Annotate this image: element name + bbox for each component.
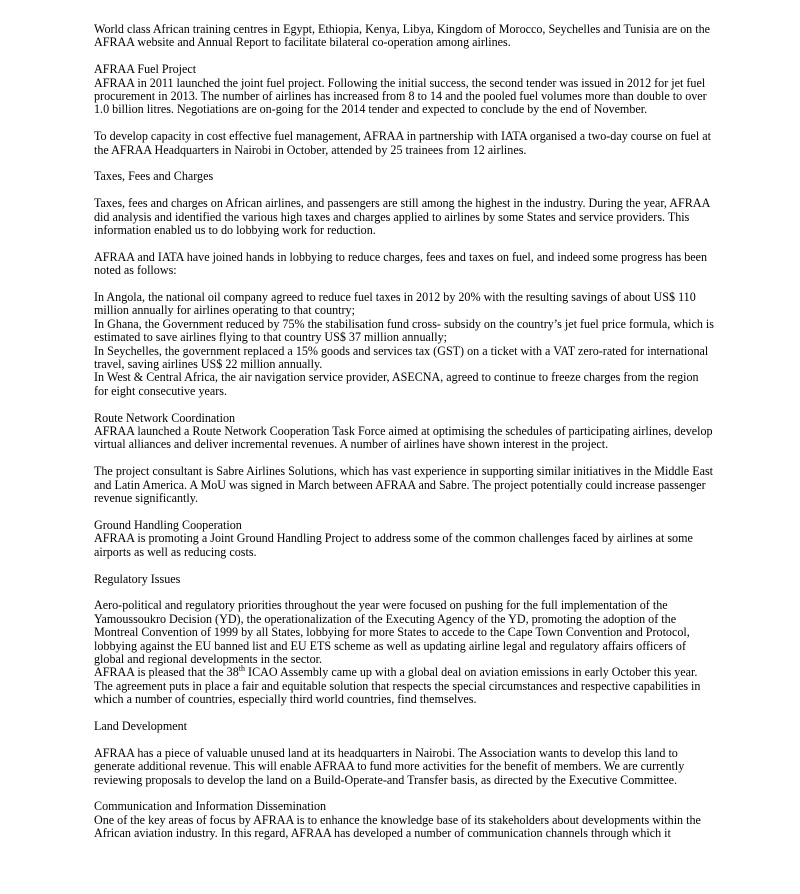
- regulatory-paragraph-2: [94, 666, 714, 706]
- regulatory-paragraph-1: Aero-political and regulatory priorities throughout the year were focused on pushing for the full implementation of the Yamoussoukro Decision (YD), the operationalization of the Executing Agency of the YD, promoting the adoption of the Montreal Convention of 1999 by all States, lobbying for more States to accede to the Cape Town Convention and Protocol, lobbying against the EU banned list and EU ETS scheme as well as updating airline legal and regulatory affairs officers of global and regional developments in the sector.: [94, 598, 690, 666]
- taxes-item-angola: In Angola, the national oil company agreed to reduce fuel taxes in 2012 by 20% with the resulting savings of about US$ 110 million annually for airlines operating to that country;: [94, 290, 696, 318]
- taxes-paragraph-2: AFRAA and IATA have joined hands in lobbying to reduce charges, fees and taxes on fuel, and indeed some progress has been noted as follows:: [94, 249, 708, 278]
- fuel-paragraph-1: AFRAA in 2011 launched the joint fuel project. Following the initial success, the second tender was issued in 2012 for jet fuel procurement in 2013. The number of airlines has increased from 8 to 14 and the pooled fuel volumes more than double to over 1.0 billion litres. Negotiations are on-going for the 2014 tender and expected to conclude by the end of November.: [94, 75, 707, 117]
- ground-paragraph-1: AFRAA is promoting a Joint Ground Handling Project to address some of the common challenges faced by airlines at some airports as well as reducing costs.: [94, 531, 693, 559]
- taxes-paragraph-1: Taxes, fees and charges on African airlines, and passengers are still among the highest in the industry. During the year, AFRAA did analysis and identified the various high taxes and charges applied to airlines by some States and service providers. This information enabled us to do lobbying work for reduction.: [94, 196, 710, 238]
- intro-paragraph: World class African training centres in Egypt, Ethiopia, Kenya, Libya, Kingdom of Morocco, Seychelles and Tunisia are on the AFRAA website and Annual Report to facilitate bilateral co-operation among airlines.: [94, 22, 711, 50]
- document-page: [94, 23, 714, 841]
- regulatory-p2-before: AFRAA is pleased that the 38: [94, 665, 239, 680]
- fuel-heading: AFRAA Fuel Project: [94, 62, 197, 77]
- ground-heading: Ground Handling Cooperation: [94, 517, 242, 532]
- taxes-item-west-central-africa: In West & Central Africa, the air navigation service provider, ASECNA, agreed to continue to freeze charges from the region for eight consecutive years.: [94, 370, 699, 398]
- route-heading: Route Network Coordination: [94, 410, 236, 425]
- comms-heading: Communication and Information Dissemination: [94, 799, 327, 814]
- ordinal-superscript: th: [238, 664, 246, 674]
- land-heading: Land Development: [94, 718, 188, 733]
- regulatory-p2-after: ICAO Assembly came up with a global deal on aviation emissions in early October this year. The agreement puts in place a fair and equitable solution that respects the special circumstances and respective capabilities in which a number of countries, especially third world countries, find themselves.: [94, 665, 701, 707]
- route-paragraph-2: The project consultant is Sabre Airlines Solutions, which has vast experience in supporting similar initiatives in the Middle East and Latin America. A MoU was signed in March between AFRAA and Sabre. The project potentially could increase passenger revenue significantly.: [94, 464, 714, 506]
- route-paragraph-1: AFRAA launched a Route Network Cooperation Task Force aimed at optimising the schedules of participating airlines, develop virtual alliances and deliver incremental revenues. A number of airlines have shown interest in the project.: [94, 424, 713, 452]
- comms-paragraph-1: One of the key areas of focus by AFRAA is to enhance the knowledge base of its stakeholders about developments within the African aviation industry. In this regard, AFRAA has developed a number of communication channels through which it: [94, 812, 701, 841]
- land-paragraph-1: AFRAA has a piece of valuable unused land at its headquarters in Nairobi. The Association wants to develop this land to generate additional revenue. This will enable AFRAA to fund more activities for the benefit of members. We are currently reviewing proposals to develop the land on a Build-Operate-and Transfer basis, as directed by the Executive Committee.: [94, 745, 685, 787]
- fuel-paragraph-2: To develop capacity in cost effective fuel management, AFRAA in partnership with IATA organised a two-day course on fuel at the AFRAA Headquarters in Nairobi in October, attended by 25 trainees from 12 airlines.: [94, 129, 712, 157]
- taxes-item-seychelles: In Seychelles, the government replaced a 15% goods and services tax (GST) on a ticket with a VAT zero-rated for international travel, saving airlines US$ 22 million annually.: [94, 343, 709, 372]
- taxes-heading: Taxes, Fees and Charges: [94, 169, 214, 184]
- regulatory-heading: Regulatory Issues: [94, 571, 181, 586]
- taxes-item-ghana: In Ghana, the Government reduced by 75% the stabilisation fund cross- subsidy on the country’s jet fuel price formula, which is estimated to save airlines flying to that country US$ 37 million annually;: [94, 316, 714, 345]
